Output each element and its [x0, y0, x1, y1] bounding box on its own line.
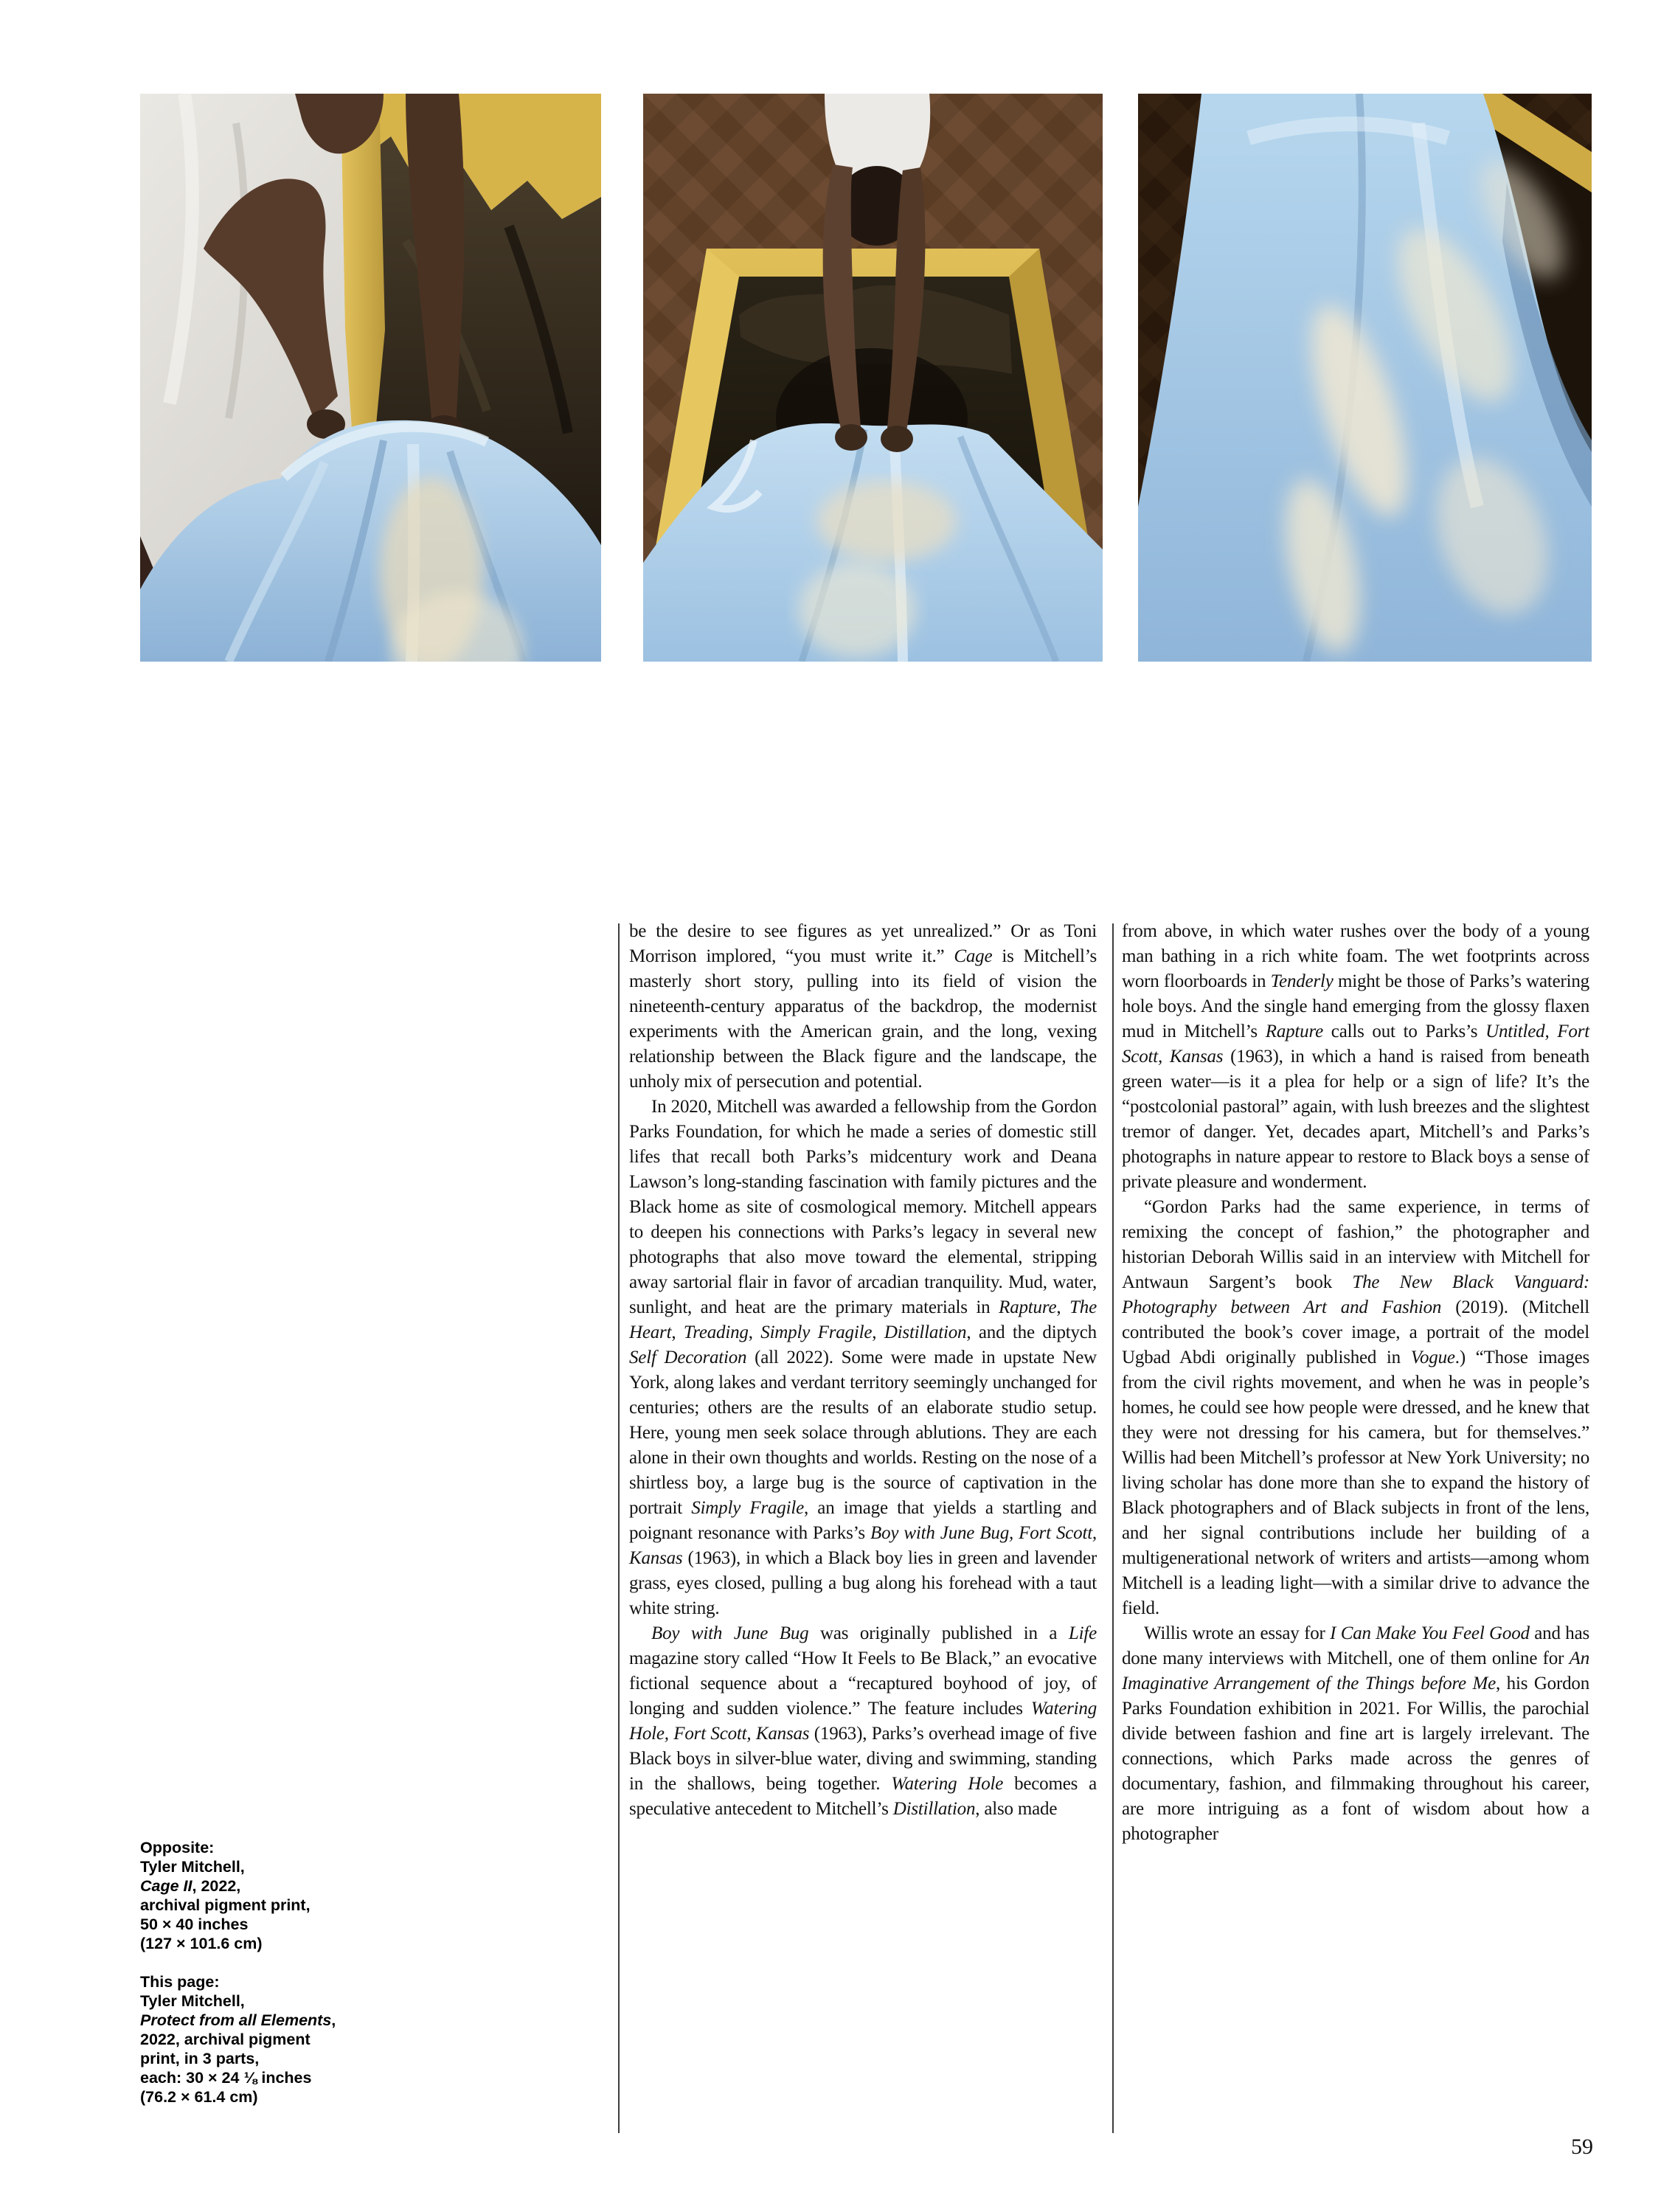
- caption-entry: [140, 1972, 420, 2107]
- body-text: ,: [1056, 1297, 1070, 1317]
- body-text: (127 × 101.6 cm): [140, 1935, 263, 1952]
- body-text: , his Gordon Parks Foundation exhibition in 2021. For Willis, the parochial divide between fashion and fine art is largely irrelevant. The connections, which Parks made across the genres of documentary, fashion, and filmmaking throughout his career, are more intriguing as a font of wisdom about how a photographer: [1122, 1674, 1589, 1844]
- body-text: magazine story called “How It Feels to Be Black,” an evocative fictional sequence about a “recaptured boyhood of joy, of longing and sudden violence.” The feature includes: [629, 1648, 1097, 1719]
- body-text: ,: [671, 1322, 684, 1342]
- body-text: , and the diptych: [966, 1322, 1097, 1342]
- body-text: In 2020, Mitchell was awarded a fellowship from the Gordon Parks Foundation, for which he made a series of domestic still lifes that recall both Parks’s midcentury work and Deana Lawson’s long-standing fascination with family pictures and the Black home as site of cosmological memory. Mitchell appears to deepen his connections with Parks’s legacy in several new photographs that also move toward the elemental, stripping away sartorial flair in favor of arcadian tranquility. Mud, water, sunlight, and heat are the primary materials in: [629, 1097, 1097, 1317]
- body-text: .) “Those images from the civil rights movement, and when he was in people’s homes, he could see how people were dressed, and he knew that they were not dressing for his camera, but for themselves.” Willis had been Mitchell’s professor at New York University; no living scholar has done more than she to expand the history of Black photographers and of Black subjects in front of the lens, and her signal contributions include her building of a multigenerational network of writers and artists—among whom Mitchell is a leading light—with a similar drive to advance the field.: [1122, 1348, 1589, 1618]
- italic-text: Watering Hole, Fort Scott, Kansas: [629, 1699, 1097, 1744]
- article-paragraph: [1122, 1195, 1589, 1621]
- caption-line: [140, 2087, 420, 2107]
- caption-line: [140, 1934, 420, 1953]
- body-text: (76.2 × 61.4 cm): [140, 2088, 258, 2106]
- body-text: (1963), Parks’s overhead image of five Black boys in silver-blue water, diving and swimming, standing in the shallows, being together.: [629, 1724, 1097, 1794]
- body-text: Tyler Mitchell,: [140, 1858, 245, 1876]
- italic-text: Rapture: [1265, 1022, 1323, 1041]
- caption-line: [140, 2068, 420, 2087]
- body-text: be the desire to see figures as yet unrealized.” Or as Toni Morrison implored, “you must write it.”: [629, 921, 1097, 966]
- italic-text: Cage II: [140, 1877, 193, 1895]
- italic-text: I Can Make You Feel Good: [1330, 1623, 1530, 1643]
- italic-text: Untitled, Fort Scott, Kansas: [1122, 1022, 1589, 1067]
- body-text: from above, in which water rushes over the body of a young man bathing in a rich white foam. The wet footprints across worn floorboards in: [1122, 921, 1589, 991]
- italic-text: The New Black Vanguard: Photography between Art and Fashion: [1122, 1272, 1589, 1317]
- body-text: might be those of Parks’s watering hole boys. And the single hand emerging from the glossy flaxen mud in Mitchell’s: [1122, 971, 1589, 1041]
- body-text: becomes a speculative antecedent to Mitchell’s: [629, 1774, 1097, 1819]
- italic-text: Simply Fragile: [760, 1322, 873, 1342]
- italic-text: Simply Fragile: [691, 1498, 804, 1518]
- italic-text: Life: [1068, 1623, 1097, 1643]
- body-text: , an image that yields a startling and poignant resonance with Parks’s: [629, 1498, 1097, 1543]
- body-text: was originally published in a: [808, 1623, 1069, 1643]
- article-paragraph: [629, 1095, 1097, 1621]
- caption-line: [140, 1972, 420, 1991]
- column-rule-left: [618, 923, 620, 2133]
- caption-line: [140, 1838, 420, 1857]
- italic-text: Distillation: [884, 1322, 967, 1342]
- body-text: “Gordon Parks had the same experience, in terms of remixing the concept of fashion,” the photographer and historian Deborah Willis said in an interview with Mitchell for Antwaun Sargent’s book: [1122, 1197, 1589, 1292]
- italic-text: Self Decoration: [629, 1348, 747, 1367]
- body-text: This page:: [140, 1973, 220, 1991]
- body-text: calls out to Parks’s: [1322, 1022, 1486, 1041]
- body-text: (1963), in which a hand is raised from beneath green water—is it a plea for help or a sign of life? It’s the “postcolonial pastoral” again, with lush breezes and the slightest tremor of danger. Yet, decades apart, Mitchell’s and Parks’s photographs in nature appear to restore to Black boys a sense of private pleasure and wonderment.: [1122, 1047, 1589, 1192]
- body-text: 2022, archival pigment: [140, 2031, 311, 2048]
- body-text: Willis wrote an essay for: [1144, 1623, 1331, 1643]
- artwork-photo-left: [140, 94, 601, 662]
- italic-text: Protect from all Elements: [140, 2011, 332, 2029]
- artwork-photo-center-image: [643, 94, 1103, 662]
- caption-line: [140, 2011, 420, 2030]
- italic-text: Vogue: [1410, 1348, 1455, 1367]
- italic-text: Boy with June Bug: [651, 1623, 809, 1643]
- body-text: Tyler Mitchell,: [140, 1992, 245, 2010]
- body-text: ,: [872, 1322, 884, 1342]
- caption-line: [140, 1876, 420, 1896]
- caption-line: [140, 1991, 420, 2011]
- italic-text: The Heart: [629, 1297, 1097, 1342]
- italic-text: Distillation: [892, 1799, 976, 1819]
- italic-text: Tenderly: [1270, 971, 1334, 991]
- body-text: Opposite:: [140, 1839, 215, 1856]
- article-column-2: [1122, 919, 1589, 1847]
- body-text: 50 × 40 inches: [140, 1915, 249, 1933]
- caption-line: [140, 1915, 420, 1934]
- body-text: ,: [331, 2011, 336, 2029]
- body-text: print, in 3 parts,: [140, 2050, 260, 2067]
- body-text: and has done many interviews with Mitchell, one of them online for: [1122, 1623, 1589, 1668]
- body-text: (all 2022). Some were made in upstate New York, along lakes and verdant territory seemingly unchanged for centuries; others are the results of an elaborate studio setup. Here, young men seek solace through ablutions. They are each alone in their own thoughts and worlds. Resting on the nose of a shirtless boy, a large bug is the source of captivation in the portrait: [629, 1348, 1097, 1518]
- page-number: 59: [1571, 2135, 1593, 2159]
- article-column-1: [629, 919, 1097, 1822]
- caption-line: [140, 1896, 420, 1915]
- italic-text: Treading: [683, 1322, 749, 1342]
- artwork-photo-left-image: [140, 94, 601, 662]
- article-paragraph: [629, 919, 1097, 1095]
- body-text: (2019). (Mitchell contributed the book’s cover image, a portrait of the model Ugbad Abdi originally published in: [1122, 1297, 1589, 1367]
- artwork-photo-center: [643, 94, 1103, 662]
- italic-text: Watering Hole: [891, 1774, 1004, 1794]
- body-text: archival pigment print,: [140, 1896, 311, 1914]
- caption-line: [140, 2049, 420, 2068]
- caption-block: [140, 1838, 420, 2107]
- body-text: ,: [748, 1322, 761, 1342]
- article-paragraph: [629, 1621, 1097, 1822]
- italic-text: An Imaginative Arrangement of the Things before Me: [1122, 1648, 1589, 1693]
- article-paragraph: [1122, 1621, 1589, 1847]
- italic-text: Cage: [954, 946, 993, 966]
- caption-line: [140, 2030, 420, 2049]
- artwork-photo-right-image: [1138, 94, 1592, 662]
- article-paragraph: [1122, 919, 1589, 1195]
- body-text: (1963), in which a Black boy lies in green and lavender grass, eyes closed, pulling a bug along his forehead with a taut white string.: [629, 1548, 1097, 1618]
- artwork-photo-right: [1138, 94, 1592, 662]
- body-text: , 2022,: [192, 1877, 241, 1895]
- caption-entry: [140, 1838, 420, 1953]
- body-text: each: 30 × 24 ⅛ inches: [140, 2069, 312, 2087]
- caption-line: [140, 1857, 420, 1876]
- body-text: is Mitchell’s masterly short story, pulling into its field of vision the nineteenth-century apparatus of the backdrop, the modernist experiments with the American grain, and the long, vexing relationship between the Black figure and the landscape, the unholy mix of persecution and potential.: [629, 946, 1097, 1092]
- body-text: , also made: [975, 1799, 1058, 1819]
- column-rule-middle: [1112, 923, 1114, 2133]
- italic-text: Rapture: [999, 1297, 1057, 1317]
- italic-text: Boy with June Bug, Fort Scott, Kansas: [629, 1523, 1097, 1568]
